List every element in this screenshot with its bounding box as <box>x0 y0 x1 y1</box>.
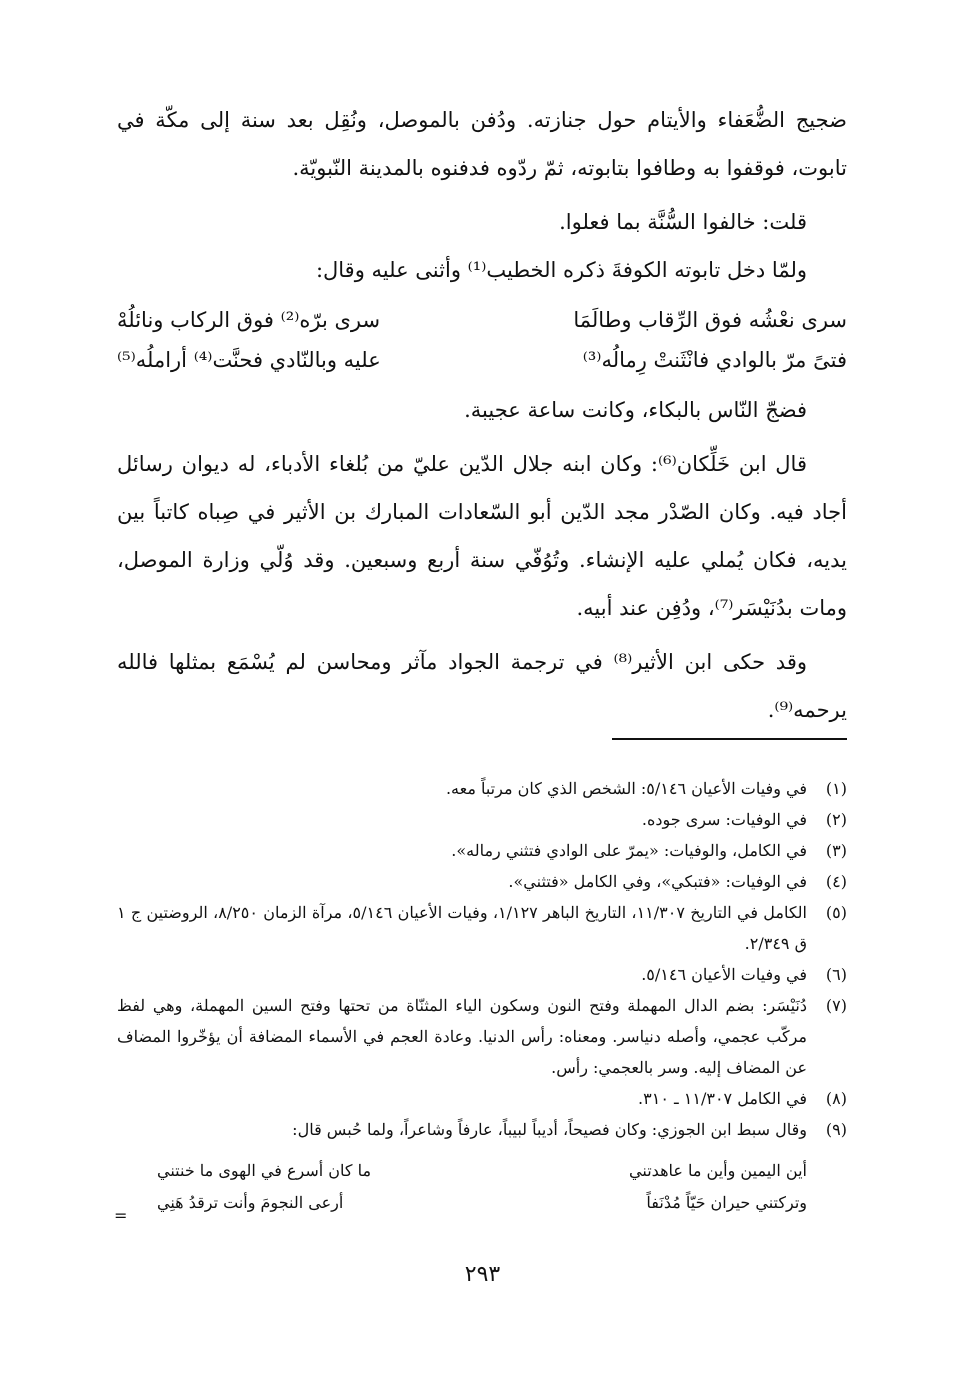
poem-line-1-second-hemistich: سرى برّه⁽²⁾ فوق الركاب ونائلُهْ <box>117 308 381 332</box>
footnote-2 <box>117 804 847 835</box>
footnotes <box>117 773 847 1219</box>
footnote-divider <box>612 738 847 740</box>
footnote-text: في وفيات الأعيان ٥/١٤٦: الشخص الذي كان مرتباً معه. <box>445 779 807 798</box>
footnote-text: في الوفيات: سرى جوده. <box>641 810 807 829</box>
poem-line-1 <box>117 300 847 340</box>
footnote-number: (٥) <box>825 903 847 922</box>
footnote-4 <box>117 866 847 897</box>
paragraph-weeping: فضجّ النّاس بالبكاء، وكانت ساعة عجيبة. <box>464 398 807 422</box>
footnote-5 <box>117 897 847 959</box>
paragraph-burial: ضجيج الضُّعَفاء والأيتام حول جنازته. ودُفن بالموصل، ونُقِل بعد سنة إلى مكّة في تابوت، فوقفوا به وطافوا بتابوته، ثمّ ردّوه فدفنوه بالمدينة النّبويّة. <box>117 108 847 180</box>
poem-line-1-first-hemistich: سرى نعْشُه فوق الرِّقاب وطالَمَا <box>573 308 847 332</box>
footnote-number: (٤) <box>825 872 847 891</box>
poem-block <box>117 300 847 380</box>
footnote-text: في الكامل ١١/٣٠٧ ـ ٣١٠. <box>638 1089 807 1108</box>
footnote-number: (٣) <box>825 841 847 860</box>
paragraph-kufa: ولمّا دخل تابوته الكوفةَ ذكره الخطيب⁽¹⁾ وأثنى عليه وقال: <box>315 258 807 282</box>
footnote-number: (٢) <box>825 810 847 829</box>
footnote-number: (٩) <box>825 1120 847 1139</box>
footnote-9 <box>117 1114 847 1145</box>
footnote-text: وقال سبط ابن الجوزي: وكان فصيحاً، أديباً لبيباً، عارفاً وشاعراً، ولما حُبس قال: <box>292 1120 807 1139</box>
footnote-number: (٦) <box>825 965 847 984</box>
paragraph-ibn-khallikan: قال ابن خَلِّكان⁽⁶⁾: وكان ابنه جلال الدّين عليّ من بُلغاء الأدباء، له ديوان رسائل أجاد فيه. وكان الصّدْر مجد الدّين أبو السّعادات المبارك بن الأثير في صِباه كاتباً بين يديه، فكان يُملي عليه الإنشاء. وتُوُفّي سنة أربع وسبعين. وقد وُلّي وزارة الموصل، ومات بدُنَيْسَر⁽⁷⁾، ودُفِن عند أبيه. <box>117 452 847 620</box>
main-text-body <box>117 96 847 734</box>
footnote-number: (١) <box>825 779 847 798</box>
footnote-text: في الوفيات: «فتبكي»، وفي الكامل «فتثني». <box>508 872 807 891</box>
continuation-mark: = <box>114 1206 128 1225</box>
footnote-text: الكامل في التاريخ ١١/٣٠٧، التاريخ الباهر ١/١٢٧، وفيات الأعيان ٥/١٤٦، مرآة الزمان ٨/٢٥٠، الروضتين ج ١ ق ٢/٣٤٩. <box>117 903 807 953</box>
footnote-poem-line-2-first: وتركتني حيران حَيّاً مُدْنَفاً <box>646 1193 807 1212</box>
footnote-text: دُنَيْسَر: بضم الدال المهملة وفتح النون وسكون الياء المثنّاة من تحتها وفتح السين المهملة، وهي لفظ مركّب عجمي، وأصله دنياسر. ومعناه: رأس الدنيا. وعادة العجم في الأسماء المضافة أن يؤخّروا المضاف عن المضاف إليه. وسر بالعجمي: رأس. <box>117 996 807 1077</box>
paragraph-ibn-athir: وقد حكى ابن الأثير⁽⁸⁾ في ترجمة الجواد مآثر ومحاسن لم يُسْمَع بمثلها فالله يرحمه⁽⁹⁾. <box>117 650 847 722</box>
footnote-poem-line-1 <box>157 1155 807 1187</box>
footnote-poem-line-2 <box>157 1187 807 1219</box>
footnote-number: (٨) <box>825 1089 847 1108</box>
poem-line-2-second-hemistich: عليه وبالنّادي فحنَّت⁽⁴⁾ أراملُه⁽⁵⁾ <box>117 348 381 372</box>
poem-line-2-first-hemistich: فتىً مرّ بالوادي فانْثَنتْ رِمالُه⁽³⁾ <box>582 348 847 372</box>
footnote-3 <box>117 835 847 866</box>
footnote-poem-line-2-second: أرعى النجومَ وأنت ترقدُ هَنِي <box>157 1193 344 1212</box>
poem-line-2 <box>117 340 847 380</box>
footnote-6 <box>117 959 847 990</box>
footnote-1 <box>117 773 847 804</box>
footnote-7 <box>117 990 847 1083</box>
footnote-poem-line-1-second: ما كان أسرع في الهوى ما خنتني <box>157 1161 372 1180</box>
footnote-number: (٧) <box>825 996 847 1015</box>
footnote-8 <box>117 1083 847 1114</box>
paragraph-remark: قلت: خالفوا السُّنَّة بما فعلوا. <box>559 210 807 234</box>
footnote-text: في وفيات الأعيان ٥/١٤٦. <box>641 965 807 984</box>
footnote-poem-line-1-first: أين اليمين وأين ما عاهدتني <box>629 1161 807 1180</box>
page-number: ٢٩٣ <box>464 1262 501 1287</box>
footnote-poem <box>117 1155 847 1219</box>
footnote-text: في الكامل، والوفيات: «يمرّ على الوادي فتثني رماله». <box>451 841 807 860</box>
